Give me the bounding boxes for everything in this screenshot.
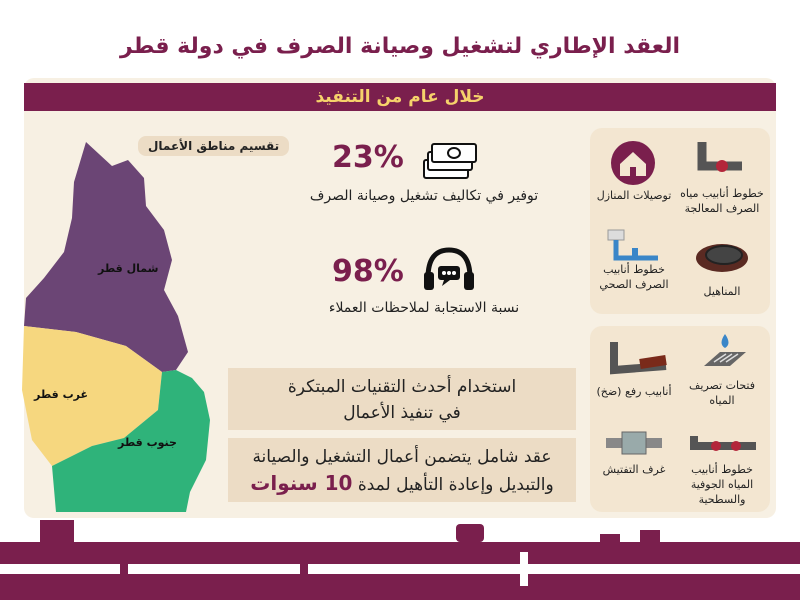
bottom-decoration bbox=[0, 512, 800, 600]
contract-duration: 10 سنوات bbox=[250, 471, 353, 495]
innovation-box bbox=[228, 368, 576, 430]
drain-grate-icon bbox=[700, 332, 750, 372]
innovation-line2: في تنفيذ الأعمال bbox=[343, 403, 461, 423]
pipe-valve-icon bbox=[692, 136, 752, 184]
asset-label-treated-pipes: خطوط أنابيب مياه الصرف المعالجة bbox=[680, 187, 764, 215]
groundwater-pipe-icon bbox=[690, 428, 760, 458]
contract-line2 bbox=[228, 470, 576, 498]
asset-label-drain-openings: فتحات تصريف المياه bbox=[689, 379, 755, 407]
stat-response-text: نسبة الاستجابة لملاحظات العملاء bbox=[328, 300, 520, 316]
qatar-map bbox=[16, 120, 216, 520]
tanker-icon bbox=[456, 524, 484, 542]
asset-label-groundwater-pipes: خطوط أنابيب المياه الجوفية والسطحية bbox=[690, 463, 754, 506]
asset-label-inspection-chambers: غرف التفتيش bbox=[602, 463, 666, 476]
asset-label-manholes: المناهيل bbox=[703, 285, 741, 298]
contract-line2-text: والتبديل وإعادة التأهيل لمدة bbox=[357, 475, 554, 495]
asset-label-sewer-pipes: خطوط أنابيب الصرف الصحي bbox=[599, 263, 669, 291]
contract-line1: عقد شامل يتضمن أعمال التشغيل والصيانة bbox=[252, 447, 552, 467]
manhole-icon bbox=[694, 240, 750, 276]
banner-text: خلال عام من التنفيذ bbox=[315, 87, 485, 107]
pump-pipe-icon bbox=[600, 336, 672, 380]
innovation-line1: استخدام أحدث التقنيات المبتكرة bbox=[287, 377, 517, 397]
asset-label-house-connections: توصيلات المنازل bbox=[596, 189, 672, 202]
region-label-north: شمال قطر bbox=[98, 262, 159, 275]
region-label-west: غرب قطر bbox=[34, 388, 89, 401]
stat-savings-text: توفير في تكاليف تشغيل وصيانة الصرف bbox=[309, 188, 539, 204]
house-icon bbox=[610, 140, 656, 186]
map-label: تقسيم مناطق الأعمال bbox=[138, 136, 289, 156]
region-label-south: جنوب قطر bbox=[118, 436, 177, 449]
contract-box bbox=[228, 438, 576, 502]
page-title: العقد الإطاري لتشغيل وصيانة الصرف في دولة قطر bbox=[119, 34, 681, 59]
headset-icon bbox=[420, 244, 478, 296]
asset-label-pump-pipes: أنابيب رفع (ضخ) bbox=[596, 385, 672, 398]
stat-response-value: 98% bbox=[332, 254, 404, 289]
inspection-chamber-icon bbox=[602, 426, 666, 460]
stat-savings-value: 23% bbox=[332, 140, 404, 175]
excavator-icon bbox=[40, 520, 74, 542]
money-stack-icon bbox=[418, 138, 480, 184]
